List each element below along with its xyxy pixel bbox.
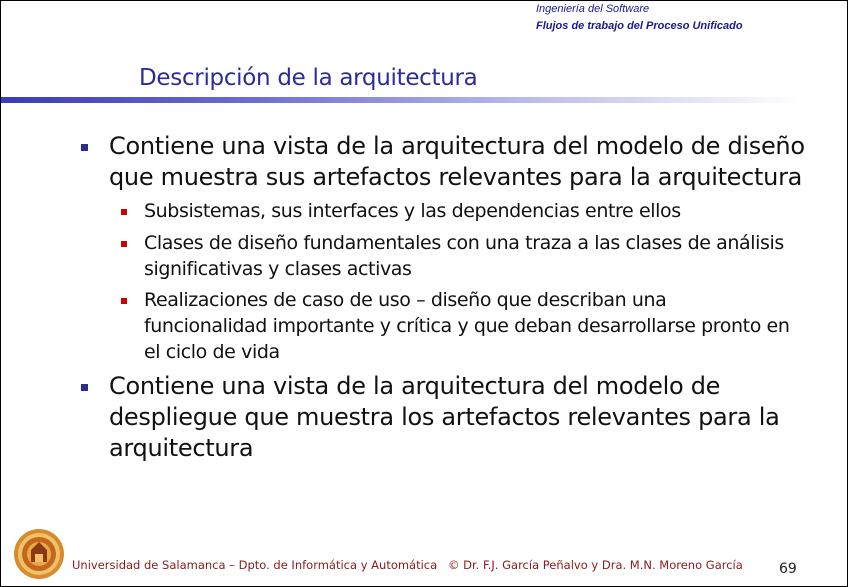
subbullet-3 <box>144 287 829 365</box>
bullet-2-line-2: despliegue que muestra los artefactos relevantes para la <box>109 403 780 431</box>
subbullet-2-line-1: Clases de diseño fundamentales con una traza a las clases de análisis <box>144 232 784 254</box>
slide-title: Descripción de la arquitectura <box>139 65 478 91</box>
bullet-marker <box>81 144 88 151</box>
header-subtitle: Flujos de trabajo del Proceso Unificado <box>536 20 743 32</box>
footer-institution: Universidad de Salamanca – Dpto. de Informática y Automática <box>72 558 438 572</box>
subbullet-marker <box>121 209 127 215</box>
subbullet-2 <box>144 230 829 282</box>
bullet-2-line-3: arquitectura <box>109 434 254 462</box>
subbullet-3-line-3: el ciclo de vida <box>144 341 280 363</box>
bullet-1 <box>109 131 829 193</box>
footer-authors: © Dr. F.J. García Peñalvo y Dra. M.N. Moreno García <box>448 558 743 572</box>
subbullet-3-line-2: funcionalidad importante y crítica y que deban desarrollarse pronto en <box>144 315 790 337</box>
bullet-2 <box>109 371 829 464</box>
subbullet-marker <box>121 241 127 247</box>
bullet-1-line-2: que muestra sus artefactos relevantes para la arquitectura <box>109 163 803 191</box>
bullet-marker <box>81 384 88 391</box>
subbullet-1-line-1: Subsistemas, sus interfaces y las dependencias entre ellos <box>144 200 681 222</box>
bullet-2-line-1: Contiene una vista de la arquitectura del modelo de <box>109 372 721 400</box>
page-number: 69 <box>779 561 797 577</box>
bullet-1-line-1: Contiene una vista de la arquitectura del modelo de diseño <box>109 132 805 160</box>
header-course: Ingeniería del Software <box>536 3 650 15</box>
subbullet-1 <box>144 198 829 224</box>
subbullet-marker <box>121 298 127 304</box>
subbullet-3-line-1: Realizaciones de caso de uso – diseño que describan una <box>144 289 667 311</box>
subbullet-2-line-2: significativas y clases activas <box>144 258 412 280</box>
university-seal-icon <box>13 528 65 580</box>
title-underline <box>1 97 801 103</box>
